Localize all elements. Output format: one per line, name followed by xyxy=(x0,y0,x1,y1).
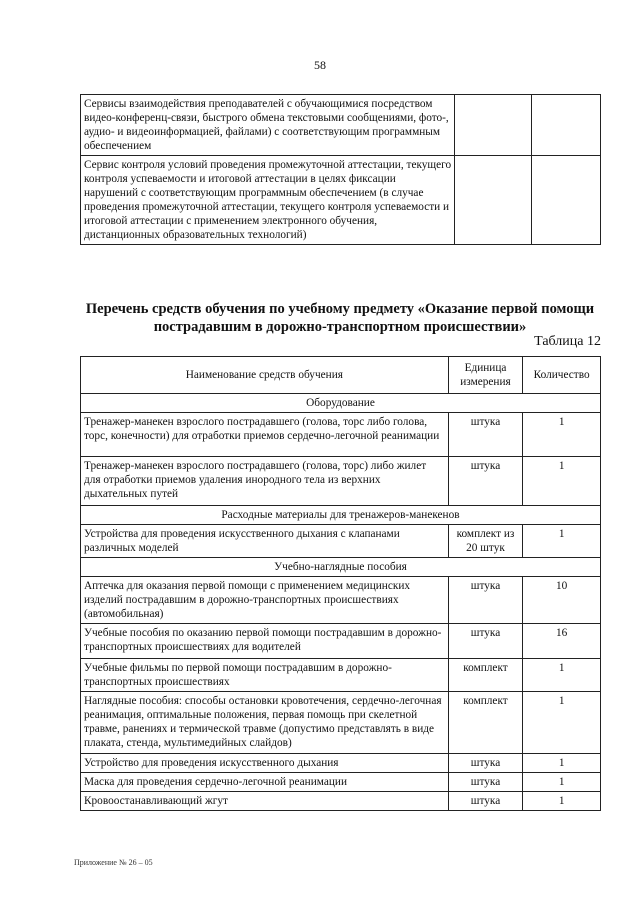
table-row xyxy=(81,413,601,457)
item-name: Тренажер-манекен взрослого пострадавшего (голова, торс либо голова, торс, конечности) для отработки приемов сердечно-легочной реанимации xyxy=(81,413,449,457)
title-line: Перечень средств обучения по учебному предмету «Оказание первой помощи xyxy=(85,301,595,317)
top-table xyxy=(80,94,601,245)
footer-note: Приложение № 26 – 05 xyxy=(74,858,153,867)
item-name: Учебные пособия по оказанию первой помощи пострадавшим в дорожно-транспортных происшествиях для водителей xyxy=(81,624,449,659)
item-unit: комплект из 20 штук xyxy=(448,525,523,558)
section-row xyxy=(81,394,601,413)
table-cell: Сервисы взаимодействия преподавателей с обучающимися посредством видео-конференц-связи, быстрого обмена текстовыми сообщениями, фото-, аудио- и видеоинформацией, файлами) с соответствующим программным обеспечением xyxy=(81,95,455,156)
section-row xyxy=(81,506,601,525)
table-row xyxy=(81,95,601,156)
item-qty: 1 xyxy=(523,692,601,754)
table-cell xyxy=(531,156,600,245)
section-title: Учебно-наглядные пособия xyxy=(81,558,601,577)
item-qty: 1 xyxy=(523,792,601,811)
title-line: пострадавшим в дорожно-транспортном происшествии» xyxy=(153,319,527,335)
item-unit: штука xyxy=(448,773,523,792)
header-qty: Количество xyxy=(523,357,601,394)
item-qty: 1 xyxy=(523,754,601,773)
table-row xyxy=(81,525,601,558)
table-row xyxy=(81,773,601,792)
item-unit: штука xyxy=(448,754,523,773)
table-row xyxy=(81,156,601,245)
item-qty: 10 xyxy=(523,577,601,624)
section-title: Расходные материалы для тренажеров-манекенов xyxy=(81,506,601,525)
item-unit: комплект xyxy=(448,692,523,754)
item-qty: 1 xyxy=(523,773,601,792)
item-qty: 16 xyxy=(523,624,601,659)
table-row xyxy=(81,792,601,811)
item-qty: 1 xyxy=(523,457,601,506)
table-row xyxy=(81,754,601,773)
page-number: 58 xyxy=(314,58,326,72)
table-label: Таблица 12 xyxy=(534,334,601,349)
table-row xyxy=(81,624,601,659)
section-title: Оборудование xyxy=(81,394,601,413)
item-name: Учебные фильмы по первой помощи пострадавшим в дорожно-транспортных происшествиях xyxy=(81,659,449,692)
item-name: Устройства для проведения искусственного дыхания с клапанами различных моделей xyxy=(81,525,449,558)
table-row xyxy=(81,659,601,692)
item-name: Кровоостанавливающий жгут xyxy=(81,792,449,811)
item-qty: 1 xyxy=(523,413,601,457)
page-title xyxy=(60,300,620,336)
item-name: Маска для проведения сердечно-легочной реанимации xyxy=(81,773,449,792)
section-row xyxy=(81,558,601,577)
item-unit: штука xyxy=(448,457,523,506)
item-unit: штука xyxy=(448,792,523,811)
header-name: Наименование средств обучения xyxy=(81,357,449,394)
item-qty: 1 xyxy=(523,659,601,692)
item-name: Аптечка для оказания первой помощи с применением медицинских изделий пострадавшим в дорожно-транспортных происшествиях (автомобильная) xyxy=(81,577,449,624)
table-row xyxy=(81,692,601,754)
item-name: Тренажер-манекен взрослого пострадавшего (голова, торс) либо жилет для отработки приемов удаления инородного тела из верхних дыхательных путей xyxy=(81,457,449,506)
item-qty: 1 xyxy=(523,525,601,558)
table-header-row xyxy=(81,357,601,394)
item-unit: штука xyxy=(448,577,523,624)
item-name: Устройство для проведения искусственного дыхания xyxy=(81,754,449,773)
item-unit: штука xyxy=(448,624,523,659)
table-cell xyxy=(531,95,600,156)
table-row xyxy=(81,457,601,506)
table-cell xyxy=(455,156,531,245)
item-name: Наглядные пособия: способы остановки кровотечения, сердечно-легочная реанимация, оптимальные положения, первая помощь при скелетной травме, ранениях и термической травме (допустимо представлять в виде плаката, стенда, мультимедийных слайдов) xyxy=(81,692,449,754)
item-unit: комплект xyxy=(448,659,523,692)
item-unit: штука xyxy=(448,413,523,457)
table-row xyxy=(81,577,601,624)
header-unit: Единица измерения xyxy=(448,357,523,394)
table-cell: Сервис контроля условий проведения промежуточной аттестации, текущего контроля успеваемости и итоговой аттестации в целях фиксации нарушений с соответствующим программным обеспечением (в случае проведения промежуточной аттестации, текущего контроля успеваемости и итоговой аттестации с применением электронного обучения, дистанционных образовательных технологий) xyxy=(81,156,455,245)
means-table xyxy=(80,356,601,811)
table-cell xyxy=(455,95,531,156)
